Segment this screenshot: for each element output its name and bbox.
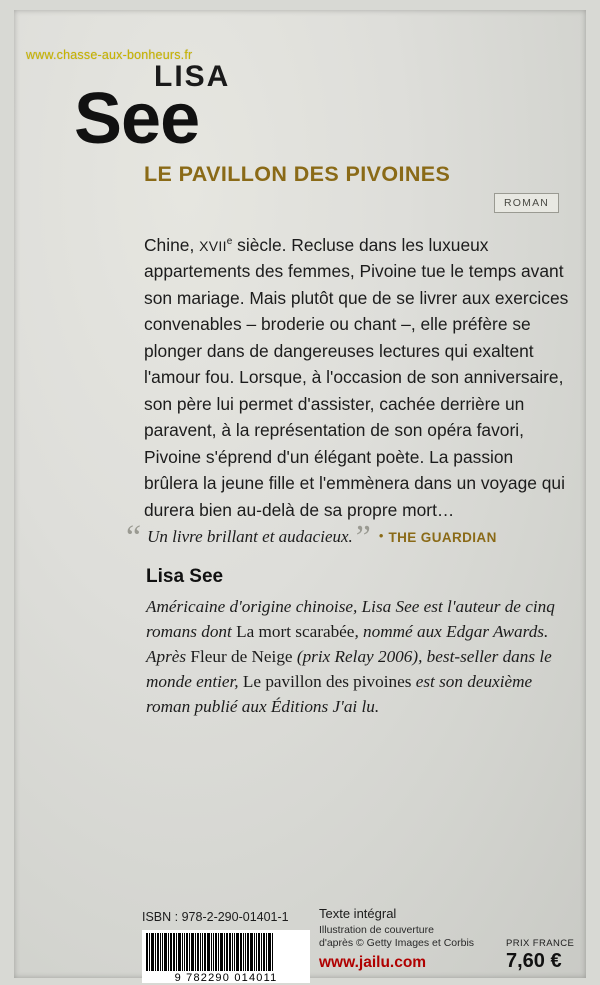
bio-line2-end: , nommé aux bbox=[354, 622, 442, 642]
bio-work-3-cont: des pivoines bbox=[325, 672, 416, 692]
price-label: PRIX FRANCE bbox=[506, 938, 575, 949]
genre-badge: ROMAN bbox=[494, 193, 559, 213]
bio-line2: de cinq romans dont bbox=[146, 597, 555, 642]
quote-open-icon: “ bbox=[126, 519, 142, 556]
bio-line3-end: (prix Relay bbox=[296, 647, 374, 667]
cover-surface bbox=[14, 10, 586, 984]
quote-source: THE GUARDIAN bbox=[388, 530, 497, 545]
isbn-text: ISBN : 978-2-290-01401-1 bbox=[142, 910, 289, 924]
quote-bullet-icon: • bbox=[378, 528, 384, 543]
barcode-bars bbox=[146, 933, 306, 971]
bio-author-name: Lisa See bbox=[146, 566, 224, 587]
blurb-century: XVII bbox=[199, 238, 227, 254]
credits-line-2: d'après © Getty Images et Corbis bbox=[319, 937, 475, 950]
bio-work-1: La mort scarabée bbox=[236, 622, 355, 642]
blurb-century-suffix: e bbox=[226, 236, 233, 248]
credits-line-1: Illustration de couverture bbox=[319, 924, 434, 936]
author-last-name: See bbox=[74, 79, 200, 159]
author-first-name: LISA bbox=[154, 60, 231, 93]
bio-line4: 2006), best-seller dans le monde entier, bbox=[146, 647, 552, 692]
price-value: 7,60 € bbox=[506, 950, 562, 972]
watermark-url: www.chasse-aux-bonheurs.fr bbox=[26, 48, 193, 62]
quote-text: Un livre brillant et audacieux. bbox=[147, 527, 353, 546]
cover-credits bbox=[319, 924, 474, 950]
bio-line1: Américaine d'origine chinoise, Lisa See est l'auteur bbox=[146, 597, 501, 616]
bio-line6: Éditions J'ai lu. bbox=[270, 697, 380, 717]
blurb-text bbox=[144, 232, 572, 523]
bio-work-3: Le pavillon bbox=[242, 672, 322, 692]
author-block bbox=[74, 60, 404, 159]
press-quote bbox=[126, 519, 576, 556]
texte-integral-label: Texte intégral bbox=[319, 906, 397, 921]
bio-work-2: Fleur de Neige bbox=[190, 647, 297, 667]
blurb-part2: siècle. Recluse dans les luxueux appartements des femmes, Pivoine tue le temps avant son mariage. Mais plutôt que de se livrer aux exercices convenables – broderie ou chant –, elle préfère se plonger dans de dangereuses lectures qui exaltent l'amour fou. Lorsque, à l'occasion de son anniversaire, son père lui permet d'assister, cachée derrière un paravent, à la représentation de son opéra favori, Pivoine s'éprend d'un élégant poète. La passion brûlera la jeune fille et l'emmènera dans un voyage qui durera bien au-delà de sa propre mort… bbox=[144, 235, 569, 520]
bio-line5: est son deuxième roman publié aux bbox=[146, 672, 533, 717]
blurb-part1: Chine, bbox=[144, 235, 200, 255]
publisher-website[interactable]: www.jailu.com bbox=[319, 954, 427, 971]
bio-line3: Edgar Awards. Après bbox=[146, 622, 549, 667]
quote-close-icon: ” bbox=[355, 519, 371, 556]
cover-footer bbox=[14, 896, 586, 985]
barcode bbox=[142, 930, 310, 983]
barcode-digits: 9 782290 014011 bbox=[174, 972, 278, 984]
bio-text bbox=[146, 594, 558, 720]
book-title: LE PAVILLON DES PIVOINES bbox=[144, 162, 451, 186]
